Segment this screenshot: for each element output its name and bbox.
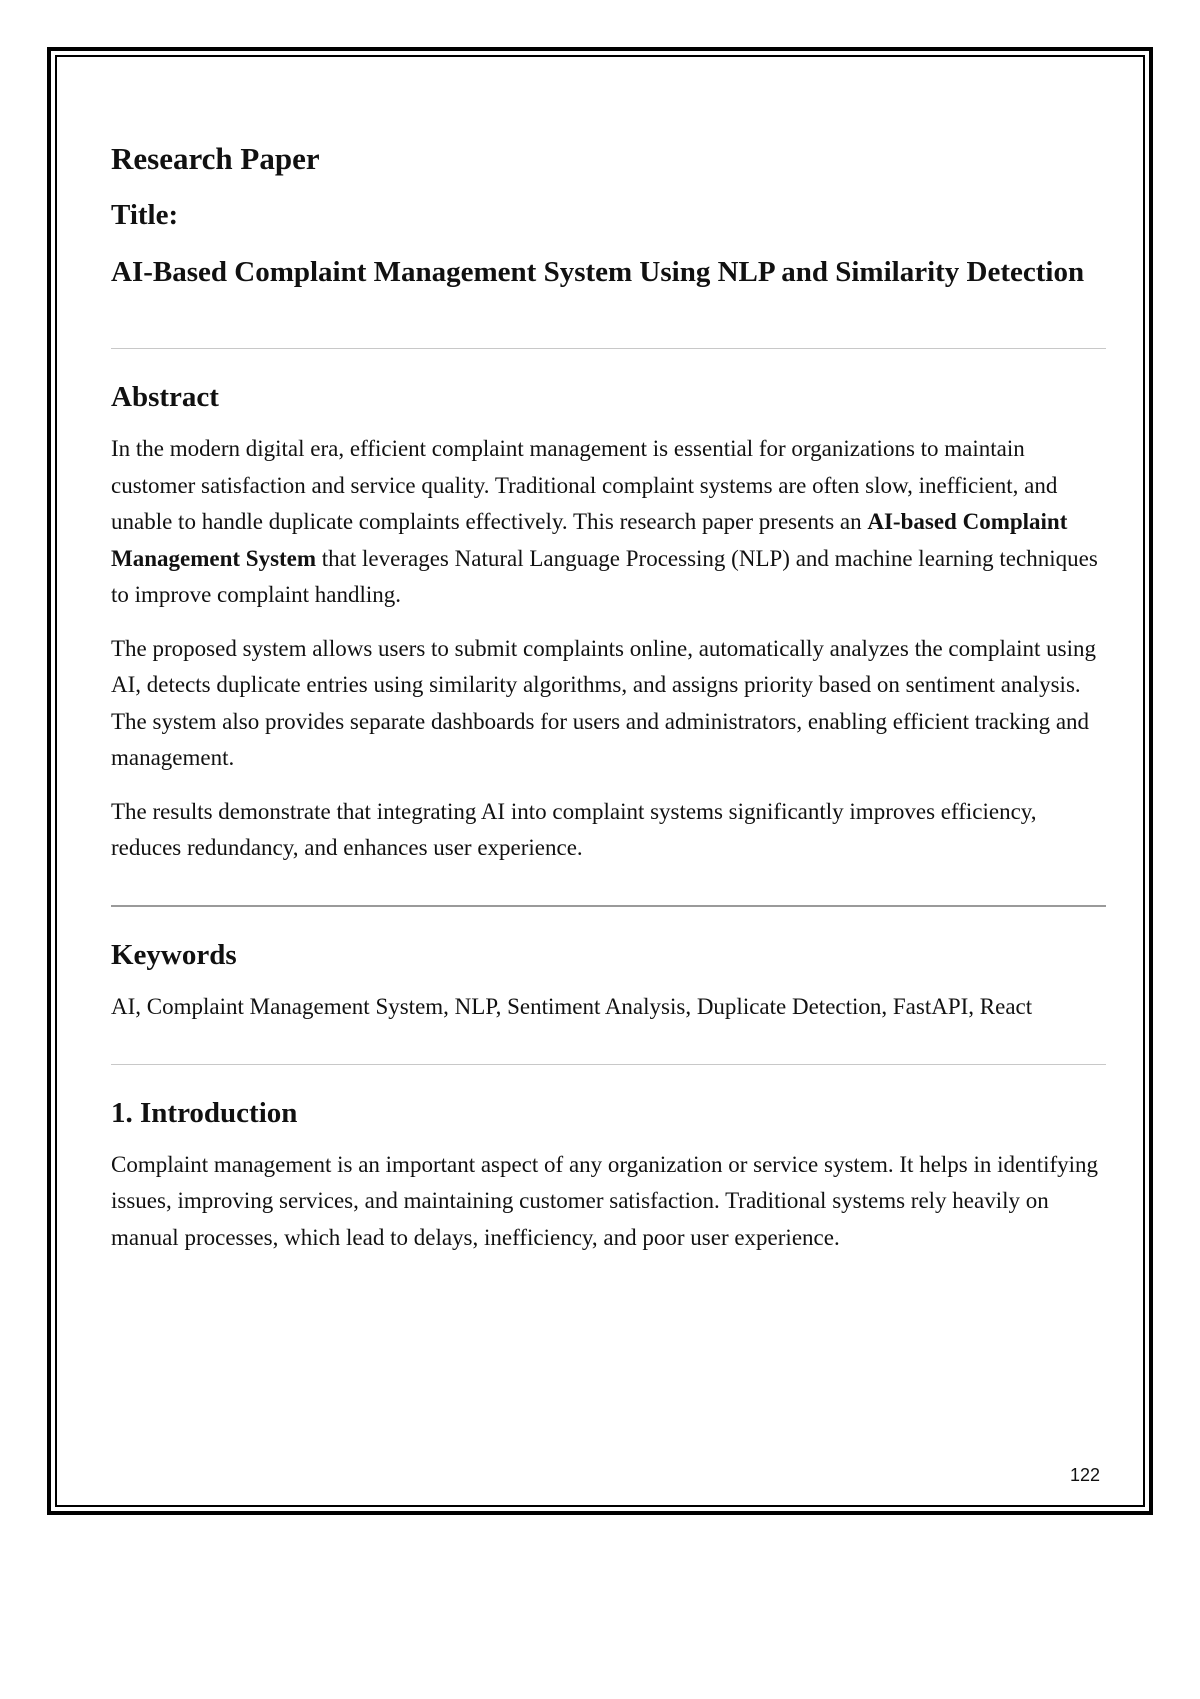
title-label: Title: bbox=[111, 198, 179, 231]
abstract-text-1b: AI-based Complaint Management System bbox=[111, 509, 1068, 571]
abstract-text-1a: In the modern digital era, efficient complaint management is essential for organizations to maintain customer satisfaction and service quality. Traditional complaint systems are often slow, inefficient, and unable to handle duplicate complaints effectively. This research paper presents an bbox=[111, 436, 1058, 535]
abstract-text-1c: that leverages Natural Language Processing (NLP) and machine learning techniques to improve complaint handling. bbox=[111, 545, 1098, 608]
document-label: Research Paper bbox=[111, 141, 320, 176]
section-divider bbox=[111, 348, 1106, 349]
introduction-heading: 1. Introduction bbox=[111, 1096, 298, 1129]
section-divider bbox=[111, 1064, 1106, 1065]
page-content bbox=[111, 140, 1106, 1273]
section-divider bbox=[111, 905, 1106, 907]
keywords-text: AI, Complaint Management System, NLP, Sentiment Analysis, Duplicate Detection, FastAPI, React bbox=[111, 994, 1033, 1019]
abstract-paragraph-2: The proposed system allows users to submit complaints online, automatically analyzes the complaint using AI, detects duplicate entries using similarity algorithms, and assigns priority based on sentiment analysis. The system also provides separate dashboards for users and administrators, enabling efficient tracking and management. bbox=[111, 635, 1096, 771]
abstract-heading: Abstract bbox=[111, 381, 219, 413]
abstract-paragraph-1 bbox=[111, 431, 1106, 614]
page-number: 122 bbox=[1070, 1465, 1101, 1485]
abstract-paragraph-3: The results demonstrate that integrating AI into complaint systems significantly improves efficiency, reduces redundancy, and enhances user experience. bbox=[111, 798, 1037, 861]
introduction-paragraph-1: Complaint management is an important aspect of any organization or service system. It helps in identifying issues, improving services, and maintaining customer satisfaction. Traditional systems rely heavily on manual processes, which lead to delays, inefficiency, and poor user experience. bbox=[111, 1151, 1099, 1250]
keywords-heading: Keywords bbox=[111, 938, 237, 971]
paper-title: AI-Based Complaint Management System Using NLP and Similarity Detection bbox=[111, 256, 1085, 288]
